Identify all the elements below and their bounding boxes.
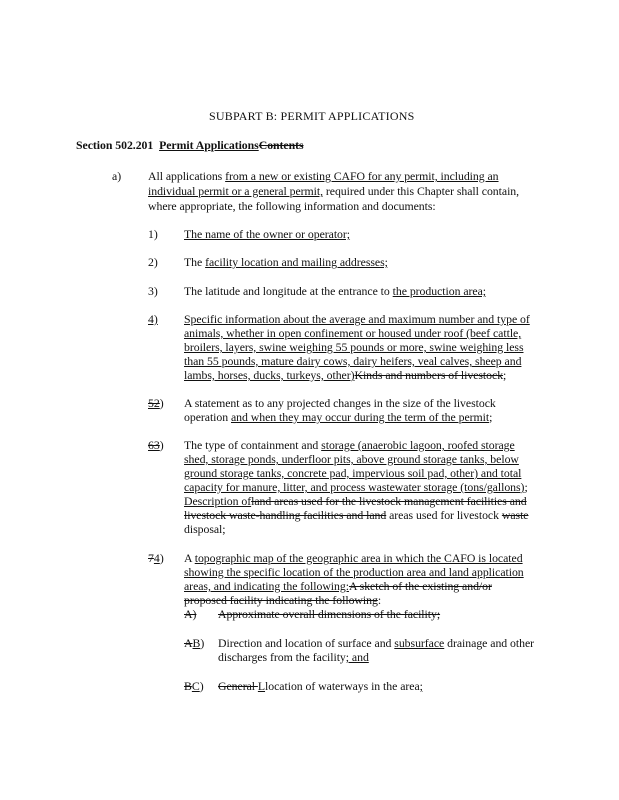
deleted-text: A bbox=[184, 636, 193, 650]
item-5-line1: A statement as to any projected changes in the size of the livestock bbox=[184, 396, 496, 410]
item-6-line5 bbox=[184, 495, 527, 508]
added-text: capacity for manure, litter, and process wastewater storage (tons/gallons) bbox=[184, 480, 525, 494]
text-segment: areas used for livestock bbox=[386, 508, 502, 522]
item-7-C-label bbox=[184, 680, 204, 693]
text-segment: All applications bbox=[148, 169, 226, 183]
item-6-line3: ground storage tanks, concrete pad, impervious soil pad, other) and total bbox=[184, 466, 522, 480]
item-1-text: The name of the owner or operator; bbox=[184, 227, 351, 241]
item-6-line1 bbox=[184, 439, 515, 452]
added-text: L bbox=[257, 679, 266, 693]
added-text: C bbox=[191, 679, 200, 693]
item-2-label: 2) bbox=[148, 255, 158, 269]
item-4-line5 bbox=[184, 369, 506, 382]
added-text: lambs, horses, ducks, turkeys, other) bbox=[184, 368, 355, 382]
text-segment: ) bbox=[159, 551, 164, 565]
item-4-line2: animals, whether in open confinement or housed under roof (beef cattle, bbox=[184, 326, 522, 340]
deleted-text: Kinds and numbers of livestock bbox=[354, 368, 504, 382]
text-segment: The type of containment and bbox=[184, 438, 322, 452]
item-4-label: 4) bbox=[148, 312, 158, 326]
text-segment: : bbox=[377, 593, 382, 607]
added-text: the production area; bbox=[392, 284, 487, 298]
item-6-line7: disposal; bbox=[184, 522, 226, 536]
text-segment: ) bbox=[159, 438, 164, 452]
text-segment: drainage and other bbox=[444, 636, 535, 650]
deleted-text: land areas used for the livestock management facilities and bbox=[251, 494, 527, 508]
item-7-line3 bbox=[184, 580, 492, 593]
para-a-line2 bbox=[148, 185, 519, 198]
section-number: Section 502.201 bbox=[76, 138, 154, 152]
para-a-line1 bbox=[148, 170, 499, 183]
deleted-text: livestock waste-handling facilities and land bbox=[184, 508, 387, 522]
item-6-line6 bbox=[184, 509, 529, 522]
added-text: areas, and indicating the following: bbox=[184, 579, 349, 593]
label-change: 63 bbox=[148, 438, 160, 452]
text-segment: ; bbox=[489, 410, 493, 424]
added-text: from a new or existing CAFO for any permit, including an bbox=[225, 169, 499, 183]
text-segment: required under this Chapter shall contain, bbox=[323, 184, 520, 198]
para-a-line3: where appropriate, the following information and documents: bbox=[148, 199, 436, 213]
item-7-A-label: A) bbox=[184, 607, 197, 621]
added-text: ; bbox=[419, 679, 423, 693]
text-segment: location of waterways in the area bbox=[265, 679, 420, 693]
item-7-B-label bbox=[184, 637, 204, 650]
deleted-text: A sketch of the existing and/or bbox=[348, 579, 492, 593]
added-text: facility location and mailing addresses; bbox=[205, 255, 388, 269]
text-segment: operation bbox=[184, 410, 231, 424]
text-segment: ; bbox=[503, 368, 507, 382]
label-change: 52 bbox=[148, 396, 160, 410]
deleted-text: General bbox=[218, 679, 258, 693]
text-segment: ; bbox=[524, 480, 528, 494]
item-4-line4: than 55 pounds, mature dairy cows, dairy heifers, veal calves, sheep and bbox=[184, 354, 522, 368]
added-text: individual permit or a general permit, bbox=[148, 184, 323, 198]
added-text: and when they may occur during the term of the permit bbox=[231, 410, 490, 424]
deleted-text: proposed facility indicating the following bbox=[184, 593, 378, 607]
item-2-text bbox=[184, 256, 388, 269]
item-5-label bbox=[148, 397, 164, 410]
deleted-text: waste bbox=[501, 508, 529, 522]
item-7-B-line1 bbox=[218, 637, 534, 650]
text-segment: ) bbox=[200, 636, 205, 650]
item-4-line3: broilers, layers, swine weighing 55 pounds or more, swine weighing less bbox=[184, 340, 524, 354]
item-5-line2 bbox=[184, 411, 492, 424]
item-3-label: 3) bbox=[148, 284, 158, 298]
deleted-text: B bbox=[184, 679, 192, 693]
item-7-line4 bbox=[184, 594, 381, 607]
item-7-line1 bbox=[184, 552, 523, 565]
subpart-title: SUBPART B: PERMIT APPLICATIONS bbox=[209, 109, 415, 123]
added-text: B bbox=[192, 636, 201, 650]
text-segment: discharges from the facility bbox=[218, 650, 346, 664]
text-segment: ) bbox=[159, 396, 164, 410]
item-1-label: 1) bbox=[148, 227, 158, 241]
added-text: Description of bbox=[184, 494, 252, 508]
text-segment: The bbox=[184, 255, 206, 269]
text-segment: Direction and location of surface and bbox=[218, 636, 395, 650]
added-text: subsurface bbox=[394, 636, 445, 650]
section-heading bbox=[76, 139, 304, 152]
section-name-added: Permit Applications bbox=[159, 138, 259, 152]
para-a-label: a) bbox=[112, 169, 122, 183]
item-6-line2: shed, storage ponds, underfloor pits, above ground storage tanks, below bbox=[184, 452, 519, 466]
item-7-line2: showing the specific location of the production area and land application bbox=[184, 565, 524, 579]
item-6-line4 bbox=[184, 481, 528, 494]
added-text: storage (anaerobic lagoon, roofed storage bbox=[321, 438, 515, 452]
text-segment: ) bbox=[199, 679, 204, 693]
text-segment: A bbox=[184, 551, 195, 565]
section-name-deleted: Contents bbox=[258, 138, 304, 152]
item-7-label bbox=[148, 552, 164, 565]
added-text: topographic map of the geographic area in which the CAFO is located bbox=[194, 551, 523, 565]
item-3-text bbox=[184, 285, 486, 298]
item-6-label bbox=[148, 439, 164, 452]
added-text: 4 bbox=[153, 551, 160, 565]
item-7-A-text: Approximate overall dimensions of the facility; bbox=[218, 607, 441, 621]
added-text: ; and bbox=[345, 650, 369, 664]
item-7-C-text bbox=[218, 680, 423, 693]
deleted-text: 7 bbox=[148, 551, 154, 565]
item-4-line1: Specific information about the average and maximum number and type of bbox=[184, 312, 530, 326]
item-7-B-line2 bbox=[218, 651, 369, 664]
text-segment: The latitude and longitude at the entrance to bbox=[184, 284, 393, 298]
